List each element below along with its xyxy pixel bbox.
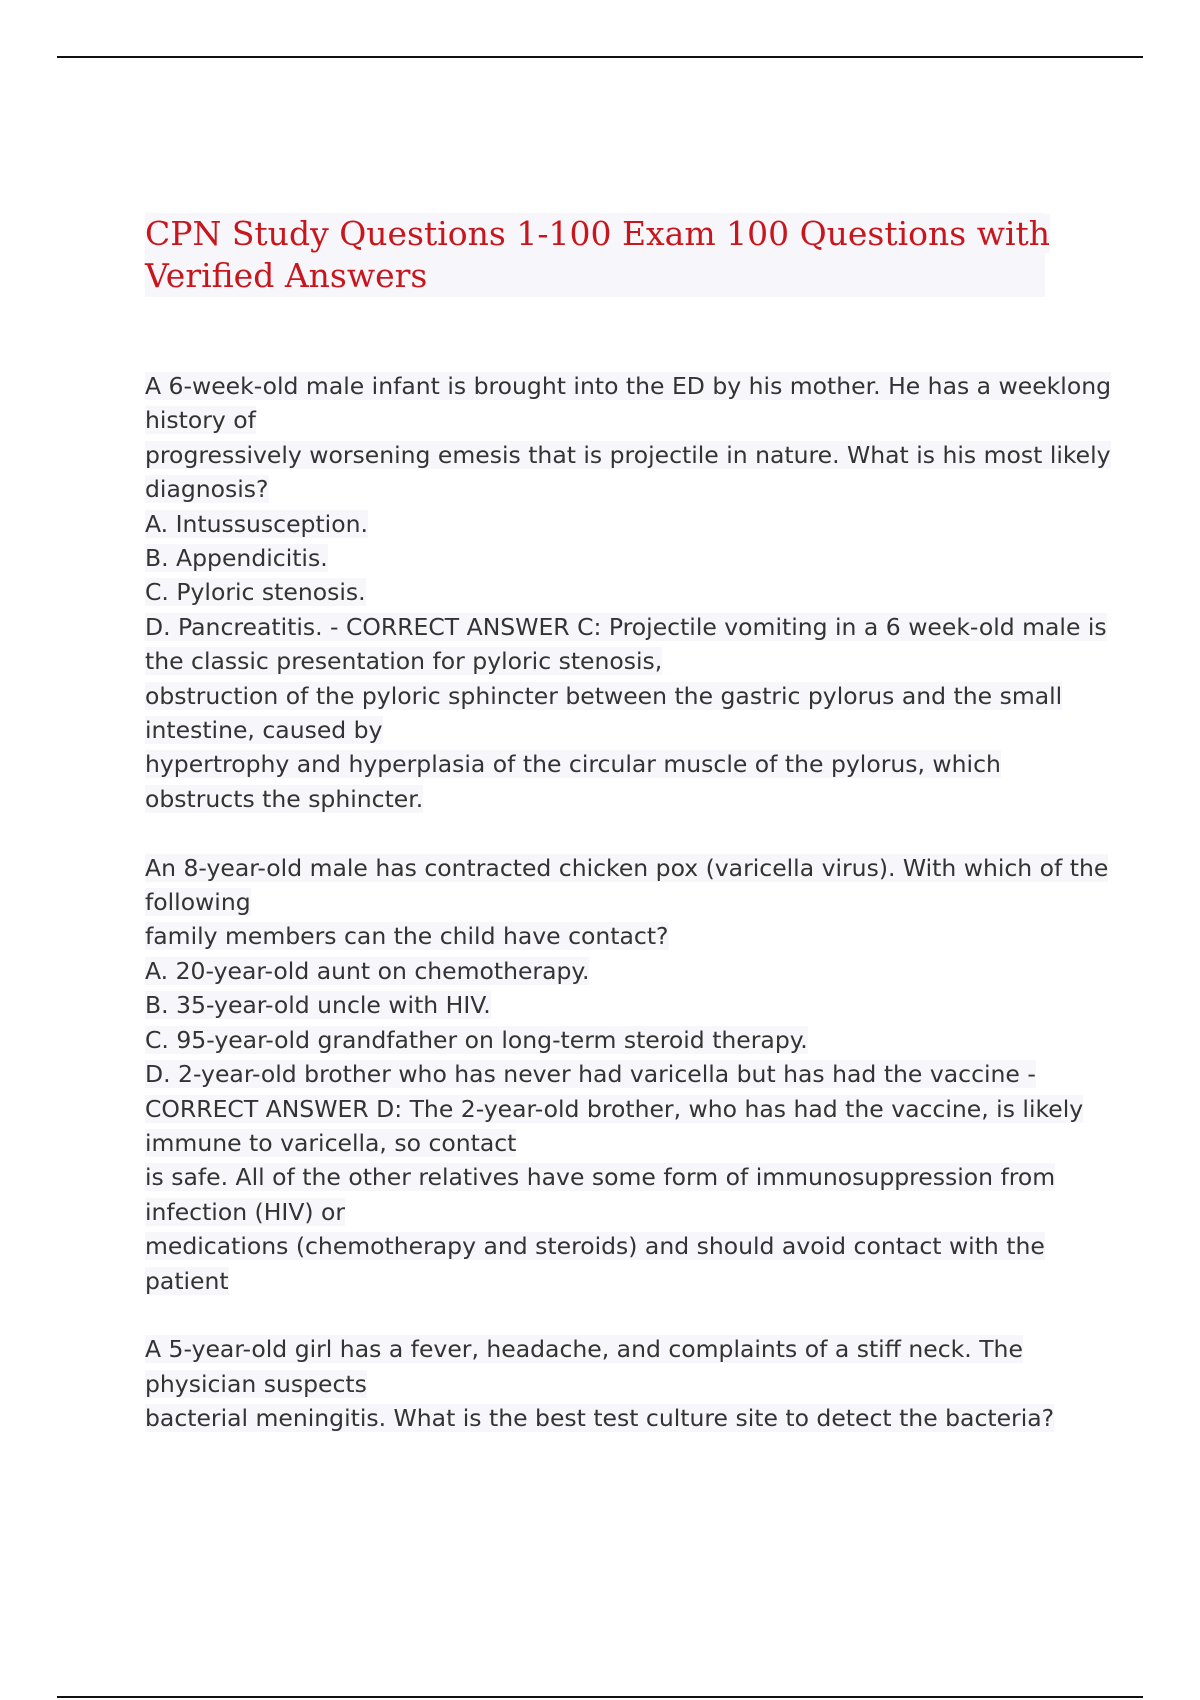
text-line: intestine, caused by (145, 716, 383, 745)
text-line: medications (chemotherapy and steroids) and should avoid contact with the (145, 1232, 1045, 1261)
answer-option-d: D. Pancreatitis. - CORRECT ANSWER C: Projectile vomiting in a 6 week-old male is (145, 612, 1107, 641)
bottom-rule (57, 1696, 1143, 1698)
text-line: history of (145, 406, 256, 435)
text-line: physician suspects (145, 1369, 367, 1398)
text-line: the classic presentation for pyloric stenosis, (145, 647, 663, 676)
text-line: following (145, 888, 251, 917)
text-line: A 6-week-old male infant is brought into the ED by his mother. He has a weeklong (145, 372, 1112, 400)
title-line-2: Verified Answers (145, 255, 1045, 297)
answer-option-a: A. 20-year-old aunt on chemotherapy. (145, 956, 590, 985)
title-line-1: CPN Study Questions 1-100 Exam 100 Questions with (145, 214, 1051, 253)
text-line: family members can the child have contact? (145, 922, 669, 951)
answer-option-d: D. 2-year-old brother who has never had varicella but has had the vaccine - (145, 1060, 1036, 1089)
paragraph-gap (145, 816, 1105, 850)
text-line: patient (145, 1266, 229, 1295)
answer-option-c: C. 95-year-old grandfather on long-term steroid therapy. (145, 1025, 808, 1054)
text-line: immune to varicella, so contact (145, 1128, 517, 1157)
answer-option-c: C. Pyloric stenosis. (145, 578, 366, 607)
text-line: obstructs the sphincter. (145, 784, 424, 813)
paragraph-gap (145, 1298, 1105, 1332)
text-line: hypertrophy and hyperplasia of the circular muscle of the pylorus, which (145, 750, 1001, 779)
text-line: bacterial meningitis. What is the best test culture site to detect the bacteria? (145, 1404, 1055, 1433)
text-line: An 8-year-old male has contracted chicken pox (varicella virus). With which of the (145, 853, 1109, 882)
text-line: CORRECT ANSWER D: The 2-year-old brother, who has had the vaccine, is likely (145, 1094, 1084, 1123)
question-2 (145, 851, 1109, 1298)
answer-option-b: B. 35-year-old uncle with HIV. (145, 991, 491, 1020)
text-line: infection (HIV) or (145, 1197, 346, 1226)
answer-option-b: B. Appendicitis. (145, 544, 328, 573)
text-line: progressively worsening emesis that is projectile in nature. What is his most likely (145, 440, 1111, 469)
text-line: is safe. All of the other relatives have some form of immunosuppression from (145, 1163, 1056, 1192)
text-line: A 5-year-old girl has a fever, headache, and complaints of a stiff neck. The (145, 1335, 1023, 1364)
question-3 (145, 1332, 1105, 1435)
text-line: obstruction of the pyloric sphincter between the gastric pylorus and the small (145, 681, 1063, 710)
document-body (145, 369, 1112, 1436)
text-line: diagnosis? (145, 475, 269, 504)
answer-option-a: A. Intussusception. (145, 509, 368, 538)
top-rule (57, 56, 1143, 58)
question-1 (145, 369, 1112, 816)
document-title (145, 213, 1051, 297)
